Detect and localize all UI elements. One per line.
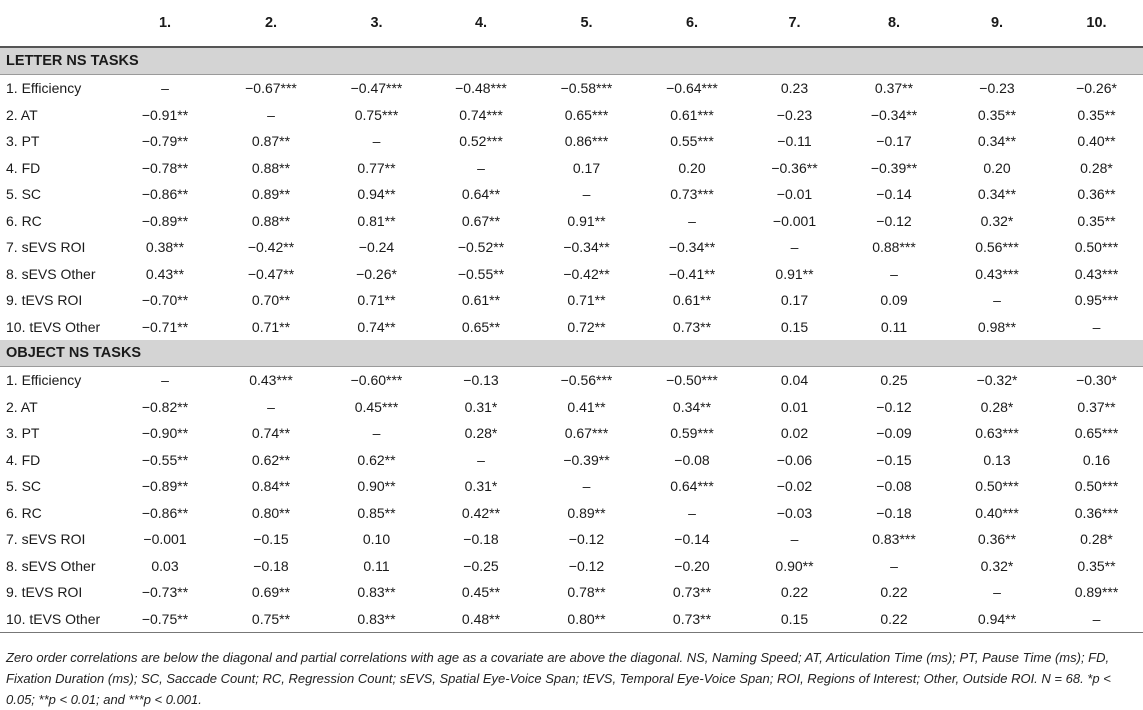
table-cell: 0.31*	[464, 478, 498, 495]
section-header-row	[0, 47, 1143, 75]
row-label: 8. sEVS Other	[6, 557, 96, 574]
table-row	[0, 234, 1143, 261]
table-cell: 0.91**	[567, 212, 606, 229]
table-cell: −0.55**	[457, 265, 505, 282]
table-cell: −0.001	[143, 531, 187, 548]
table-row	[0, 181, 1143, 208]
table-cell: 0.89**	[567, 504, 606, 521]
table-cell: 0.42**	[461, 504, 501, 521]
table-cell: –	[161, 80, 169, 97]
table-cell: 0.09	[880, 292, 908, 309]
table-cell: −0.26*	[1076, 80, 1117, 97]
table-cell: –	[582, 186, 591, 203]
table-row	[0, 579, 1143, 606]
row-label: 6. RC	[6, 212, 42, 229]
table-cell: 0.10	[362, 531, 391, 548]
table-cell: 0.28*	[980, 398, 1014, 415]
table-cell: 0.32*	[980, 557, 1014, 574]
table-row	[0, 500, 1143, 527]
table-cell: –	[267, 398, 275, 415]
table-cell: 0.35**	[977, 106, 1017, 123]
table-row	[0, 553, 1143, 580]
column-header: 3.	[325, 0, 428, 47]
table-cell: −0.23	[776, 106, 813, 123]
table-cell: 0.28*	[464, 425, 498, 442]
table-cell: –	[790, 531, 799, 548]
table-cell: 0.61**	[461, 292, 501, 309]
row-label: 3. PT	[6, 133, 40, 150]
table-cell: 0.94**	[944, 606, 1050, 633]
column-header: 9.	[944, 0, 1050, 47]
section-title: OBJECT NS TASKS	[0, 340, 1143, 367]
table-cell: 0.71**	[251, 318, 291, 335]
table-cell: 0.32*	[980, 212, 1014, 229]
table-cell: 0.63***	[975, 425, 1019, 442]
table-cell: 0.34**	[977, 186, 1017, 203]
table-cell: 0.43***	[249, 372, 293, 389]
table-cell: 0.01	[780, 398, 809, 415]
table-cell: 0.35**	[1077, 212, 1116, 229]
row-label: 7. sEVS ROI	[6, 239, 86, 256]
table-cell: −0.17	[876, 133, 912, 150]
row-label: 6. RC	[6, 504, 42, 521]
table-cell: –	[890, 557, 898, 574]
table-cell: −0.60***	[350, 372, 403, 389]
table-cell: 0.62**	[251, 451, 291, 468]
table-cell: 0.74**	[251, 425, 291, 442]
table-row	[0, 420, 1143, 447]
table-cell: 0.38**	[145, 239, 185, 256]
table-row	[0, 155, 1143, 182]
table-cell: 0.34**	[977, 133, 1017, 150]
table-cell: −0.26*	[356, 265, 397, 282]
section-title: LETTER NS TASKS	[0, 47, 1143, 75]
table-cell: 0.37**	[874, 80, 914, 97]
table-cell: −0.39**	[870, 159, 918, 176]
table-cell: −0.67***	[245, 80, 297, 97]
table-cell: 0.61**	[672, 292, 712, 309]
row-label: 3. PT	[6, 425, 40, 442]
table-cell: –	[1092, 318, 1101, 335]
table-cell: 0.88***	[872, 239, 916, 256]
table-cell: 0.17	[780, 292, 809, 309]
table-cell: 0.25	[880, 372, 908, 389]
table-row	[0, 526, 1143, 553]
section-header-row	[0, 340, 1143, 367]
column-header: 4.	[428, 0, 534, 47]
table-cell: −0.70**	[141, 292, 189, 309]
table-cell: 0.85**	[357, 504, 396, 521]
table-cell: 0.36***	[1074, 504, 1119, 521]
table-cell: 0.34**	[672, 398, 712, 415]
table-cell: 0.15	[745, 606, 844, 633]
table-cell: –	[372, 425, 381, 442]
table-row	[0, 287, 1143, 314]
table-cell: 0.48**	[428, 606, 534, 633]
table-cell: 0.77**	[357, 159, 396, 176]
table-cell: 0.37**	[1077, 398, 1116, 415]
table-cell: 0.71**	[567, 292, 606, 309]
table-cell: 0.56***	[975, 239, 1019, 256]
table-cell: 0.74**	[357, 318, 396, 335]
table-cell: –	[372, 133, 381, 150]
table-cell: 0.95***	[1074, 292, 1119, 309]
table-cell: 0.36**	[1077, 186, 1116, 203]
table-cell: 0.73**	[672, 318, 712, 335]
table-cell: 0.91**	[775, 265, 814, 282]
table-cell: 0.45***	[354, 398, 399, 415]
table-cell: −0.41**	[668, 265, 716, 282]
table-cell: −0.89**	[141, 478, 189, 495]
table-cell: 0.43**	[145, 265, 185, 282]
table-row	[0, 208, 1143, 235]
table-cell: −0.50***	[666, 372, 718, 389]
table-cell: 0.02	[780, 425, 809, 442]
table-cell: 0.83**	[357, 584, 396, 601]
table-cell: –	[477, 159, 485, 176]
table-cell: 0.45**	[461, 584, 501, 601]
table-cell: −0.15	[876, 451, 912, 468]
table-cell: −0.42**	[247, 239, 295, 256]
row-label: 4. FD	[6, 159, 41, 176]
table-cell: −0.56***	[560, 372, 613, 389]
table-row	[0, 447, 1143, 474]
column-header: 1.	[113, 0, 217, 47]
table-cell: 0.67**	[461, 212, 501, 229]
table-cell: –	[582, 478, 591, 495]
table-cell: −0.32*	[976, 372, 1018, 389]
table-cell: 0.64**	[461, 186, 501, 203]
table-cell: −0.82**	[141, 398, 189, 415]
table-cell: −0.36**	[771, 159, 818, 176]
table-cell: –	[477, 451, 485, 468]
row-label: 5. SC	[6, 186, 42, 203]
table-cell: 0.65***	[564, 106, 609, 123]
table-cell: 0.65**	[461, 318, 501, 335]
table-cell: 0.88**	[251, 159, 291, 176]
table-cell: 0.28*	[1080, 159, 1113, 176]
table-footnote: Zero order correlations are below the diagonal and partial correlations with age as a covariate are above the diagonal. NS, Naming Speed; AT, Articulation Time (ms); PT, Pause Time (ms); FD, Fixation Duration (ms); SC, Saccade Count; RC, Regression Count; sEVS, Spatial Eye-Voice Span; tEVS, Temporal Eye-Voice Span; ROI, Regions of Interest; Other, Outside ROI. N = 68. *p < 0.05; **p < 0.01; and ***p < 0.001.	[6, 650, 1111, 707]
table-cell: −0.52**	[457, 239, 505, 256]
table-row	[0, 367, 1143, 394]
row-label: 7. sEVS ROI	[6, 531, 86, 548]
table-cell: 0.59***	[670, 425, 714, 442]
table-body	[0, 47, 1143, 633]
table-cell: –	[688, 504, 696, 521]
row-label: 1. Efficiency	[6, 80, 82, 97]
table-cell: 0.98**	[977, 318, 1017, 335]
table-cell: –	[161, 372, 169, 389]
table-cell: 0.13	[983, 451, 1011, 468]
table-row	[0, 261, 1143, 288]
row-label: 2. AT	[6, 106, 38, 123]
table-cell: 0.16	[1082, 451, 1111, 468]
table-cell: 0.72**	[567, 318, 606, 335]
row-label: 2. AT	[6, 398, 38, 415]
table-cell: −0.39**	[563, 451, 610, 468]
column-header: 8.	[844, 0, 944, 47]
table-cell: 0.71**	[357, 292, 396, 309]
table-row	[0, 314, 1143, 341]
table-cell: 0.20	[983, 159, 1011, 176]
table-cell: 0.43***	[1074, 265, 1119, 282]
table-cell: 0.03	[151, 557, 179, 574]
table-cell: 0.40***	[975, 504, 1019, 521]
table-cell: −0.79**	[141, 133, 189, 150]
table-cell: 0.88**	[251, 212, 291, 229]
table-cell: 0.11	[363, 557, 390, 574]
table-cell: 0.94**	[357, 186, 396, 203]
table-cell: −0.18	[463, 531, 499, 548]
table-cell: 0.83**	[325, 606, 428, 633]
table-cell: −0.34**	[668, 239, 716, 256]
table-cell: −0.71**	[141, 318, 189, 335]
table-cell: −0.64***	[666, 80, 718, 97]
table-cell: −0.18	[876, 504, 912, 521]
table-cell: –	[993, 292, 1001, 309]
table-cell: 0.87**	[251, 133, 291, 150]
table-cell: −0.12	[876, 398, 912, 415]
table-cell: −0.12	[568, 531, 605, 548]
table-cell: 0.22	[844, 606, 944, 633]
table-cell: 0.89***	[1074, 584, 1119, 601]
table-cell: –	[267, 106, 275, 123]
table-cell: −0.89**	[141, 212, 189, 229]
column-header: 2.	[217, 0, 325, 47]
table-cell: 0.35**	[1077, 557, 1116, 574]
row-label: 10. tEVS Other	[6, 318, 101, 335]
table-cell: 0.74***	[459, 106, 503, 123]
table-cell: −0.14	[876, 186, 912, 203]
row-label: 9. tEVS ROI	[6, 292, 83, 309]
table-cell: 0.84**	[251, 478, 291, 495]
table-cell: 0.41**	[567, 398, 606, 415]
row-label: 8. sEVS Other	[6, 265, 96, 282]
table-cell: −0.42**	[563, 265, 610, 282]
table-row	[0, 473, 1143, 500]
table-cell: −0.11	[777, 133, 812, 150]
table-cell: 0.50***	[1074, 239, 1119, 256]
table-cell: −0.08	[674, 451, 710, 468]
table-cell: −0.47***	[350, 80, 403, 97]
table-cell: 0.78**	[567, 584, 606, 601]
table-cell: 0.81**	[357, 212, 396, 229]
table-cell: −0.12	[876, 212, 912, 229]
table-cell: −0.12	[568, 557, 605, 574]
table-cell: 0.73**	[639, 606, 745, 633]
table-cell: −0.08	[876, 478, 912, 495]
column-header	[0, 0, 113, 47]
table-cell: –	[688, 212, 696, 229]
table-cell: −0.34**	[563, 239, 610, 256]
row-label: 1. Efficiency	[6, 372, 82, 389]
row-label: 4. FD	[6, 451, 41, 468]
column-header: 6.	[639, 0, 745, 47]
table-cell: 0.04	[780, 372, 809, 389]
table-cell: 0.65***	[1074, 425, 1119, 442]
table-cell: –	[993, 584, 1001, 601]
table-cell: −0.14	[674, 531, 710, 548]
table-cell: 0.15	[780, 318, 809, 335]
table-cell: 0.83***	[872, 531, 916, 548]
table-cell: 0.90**	[357, 478, 396, 495]
table-cell: −0.75**	[113, 606, 217, 633]
table-cell: 0.20	[678, 159, 706, 176]
table-row	[0, 128, 1143, 155]
table-cell: −0.55**	[141, 451, 189, 468]
table-cell: 0.73***	[670, 186, 714, 203]
table-cell: 0.17	[572, 159, 601, 176]
table-cell: 0.52***	[459, 133, 503, 150]
table-cell: 0.67***	[564, 425, 609, 442]
table-cell: 0.86***	[564, 133, 609, 150]
column-header: 5.	[534, 0, 639, 47]
table-cell: −0.25	[463, 557, 499, 574]
table-row	[0, 394, 1143, 421]
table-cell: 0.90**	[775, 557, 814, 574]
row-label: 10. tEVS Other	[0, 606, 113, 633]
row-label: 5. SC	[6, 478, 42, 495]
table-cell: −0.34**	[870, 106, 918, 123]
table-cell: 0.36**	[977, 531, 1017, 548]
table-cell: –	[1050, 606, 1143, 633]
table-cell: −0.13	[463, 372, 499, 389]
table-cell: 0.80**	[251, 504, 291, 521]
column-header: 10.	[1050, 0, 1143, 47]
table-cell: −0.86**	[141, 186, 189, 203]
table-cell: 0.35**	[1077, 106, 1116, 123]
table-cell: −0.30*	[1076, 372, 1117, 389]
table-cell: 0.11	[880, 318, 908, 335]
table-cell: −0.18	[253, 557, 289, 574]
table-row	[0, 102, 1143, 129]
table-cell: −0.03	[776, 504, 813, 521]
table-cell: −0.24	[358, 239, 395, 256]
table-cell: −0.06	[776, 451, 813, 468]
table-cell: 0.22	[880, 584, 908, 601]
table-cell: 0.89**	[251, 186, 291, 203]
header-row	[0, 0, 1143, 47]
table-cell: −0.23	[979, 80, 1015, 97]
table-cell: −0.91**	[141, 106, 189, 123]
table-cell: 0.75***	[354, 106, 399, 123]
table-cell: 0.70**	[251, 292, 291, 309]
table-cell: 0.73**	[672, 584, 712, 601]
table-cell: −0.78**	[141, 159, 189, 176]
table-cell: −0.86**	[141, 504, 189, 521]
table-cell: 0.61***	[670, 106, 714, 123]
table-cell: −0.47**	[247, 265, 295, 282]
table-cell: −0.01	[776, 186, 813, 203]
table-cell: 0.75**	[217, 606, 325, 633]
table-cell: 0.22	[780, 584, 809, 601]
table-cell: 0.23	[780, 80, 809, 97]
table-cell: 0.55***	[670, 133, 714, 150]
table-cell: −0.09	[876, 425, 912, 442]
row-label: 9. tEVS ROI	[6, 584, 83, 601]
table-cell: 0.28*	[1080, 531, 1113, 548]
table-cell: 0.31*	[464, 398, 498, 415]
table-cell: 0.43***	[975, 265, 1019, 282]
table-cell: 0.50***	[1074, 478, 1119, 495]
table-cell: −0.73**	[141, 584, 189, 601]
table-cell: −0.02	[776, 478, 813, 495]
table-cell: 0.62**	[357, 451, 396, 468]
table-cell: −0.15	[253, 531, 289, 548]
table-cell: 0.50***	[975, 478, 1019, 495]
table-cell: –	[790, 239, 799, 256]
table-cell: 0.64***	[670, 478, 714, 495]
table-cell: 0.40**	[1077, 133, 1116, 150]
table-cell: 0.69**	[251, 584, 291, 601]
column-header: 7.	[745, 0, 844, 47]
table-cell: −0.20	[674, 557, 710, 574]
table-cell: −0.90**	[141, 425, 189, 442]
table-row	[0, 606, 1143, 633]
table-cell: 0.80**	[534, 606, 639, 633]
table-cell: −0.001	[772, 212, 817, 229]
table-row	[0, 75, 1143, 102]
table-cell: −0.48***	[455, 80, 507, 97]
table-cell: −0.58***	[560, 80, 613, 97]
table-cell: –	[890, 265, 898, 282]
